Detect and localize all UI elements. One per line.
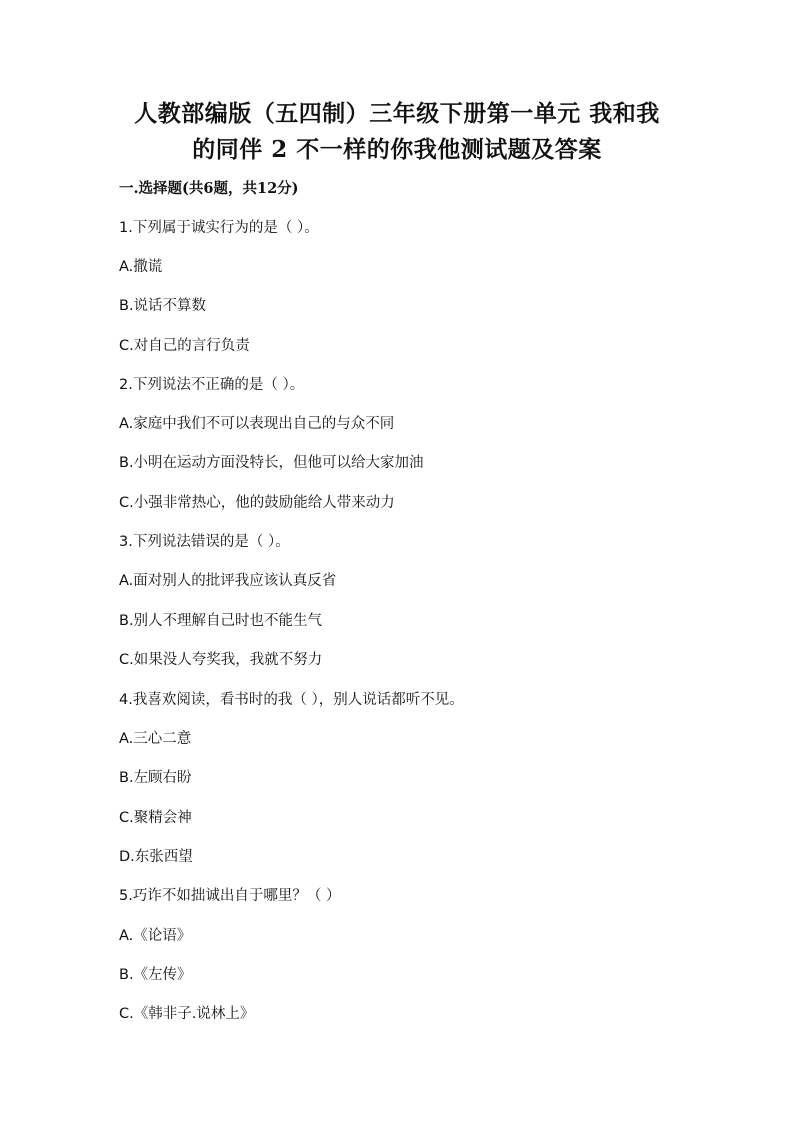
- page-title: [100, 96, 694, 168]
- question-1-option-b: B.说话不算数: [119, 298, 207, 314]
- question-3-option-a: A.面对别人的批评我应该认真反省: [119, 573, 337, 589]
- question-4-option-d: D.东张西望: [119, 849, 193, 865]
- question-4-option-c: C.聚精会神: [119, 810, 192, 826]
- page-title-line-1: 人教部编版（五四制）三年级下册第一单元 我和我: [134, 100, 660, 127]
- question-5-option-a: A.《论语》: [119, 928, 192, 944]
- question-5-option-b: B.《左传》: [119, 967, 192, 983]
- question-4-option-b: B.左顾右盼: [119, 770, 192, 786]
- question-4-option-a: A.三心二意: [119, 731, 192, 747]
- page-title-line-2: 的同伴 2 不一样的你我他测试题及答案: [192, 136, 602, 163]
- question-2-option-b: B.小明在运动方面没特长，但他可以给大家加油: [119, 455, 424, 471]
- question-5-option-c: C.《韩非子.说林上》: [119, 1006, 255, 1022]
- question-3-option-b: B.别人不理解自己时也不能生气: [119, 613, 323, 629]
- question-1-stem: 1.下列属于诚实行为的是（ ）。: [119, 220, 319, 236]
- section-heading: 一.选择题(共6题，共12分): [119, 180, 299, 197]
- question-3-stem: 3.下列说法错误的是（ ）。: [119, 534, 290, 550]
- question-2-stem: 2.下列说法不正确的是（ ）。: [119, 377, 305, 393]
- question-1-option-c: C.对自己的言行负责: [119, 338, 250, 354]
- question-4-stem: 4.我喜欢阅读，看书时的我（ ），别人说话都听不见。: [119, 692, 464, 708]
- question-2-option-c: C.小强非常热心，他的鼓励能给人带来动力: [119, 495, 395, 511]
- question-1-option-a: A.撒谎: [119, 259, 163, 275]
- question-2-option-a: A.家庭中我们不可以表现出自己的与众不同: [119, 416, 395, 432]
- question-3-option-c: C.如果没人夸奖我，我就不努力: [119, 652, 323, 668]
- question-5-stem: 5.巧诈不如拙诚出自于哪里？（ ）: [119, 888, 341, 904]
